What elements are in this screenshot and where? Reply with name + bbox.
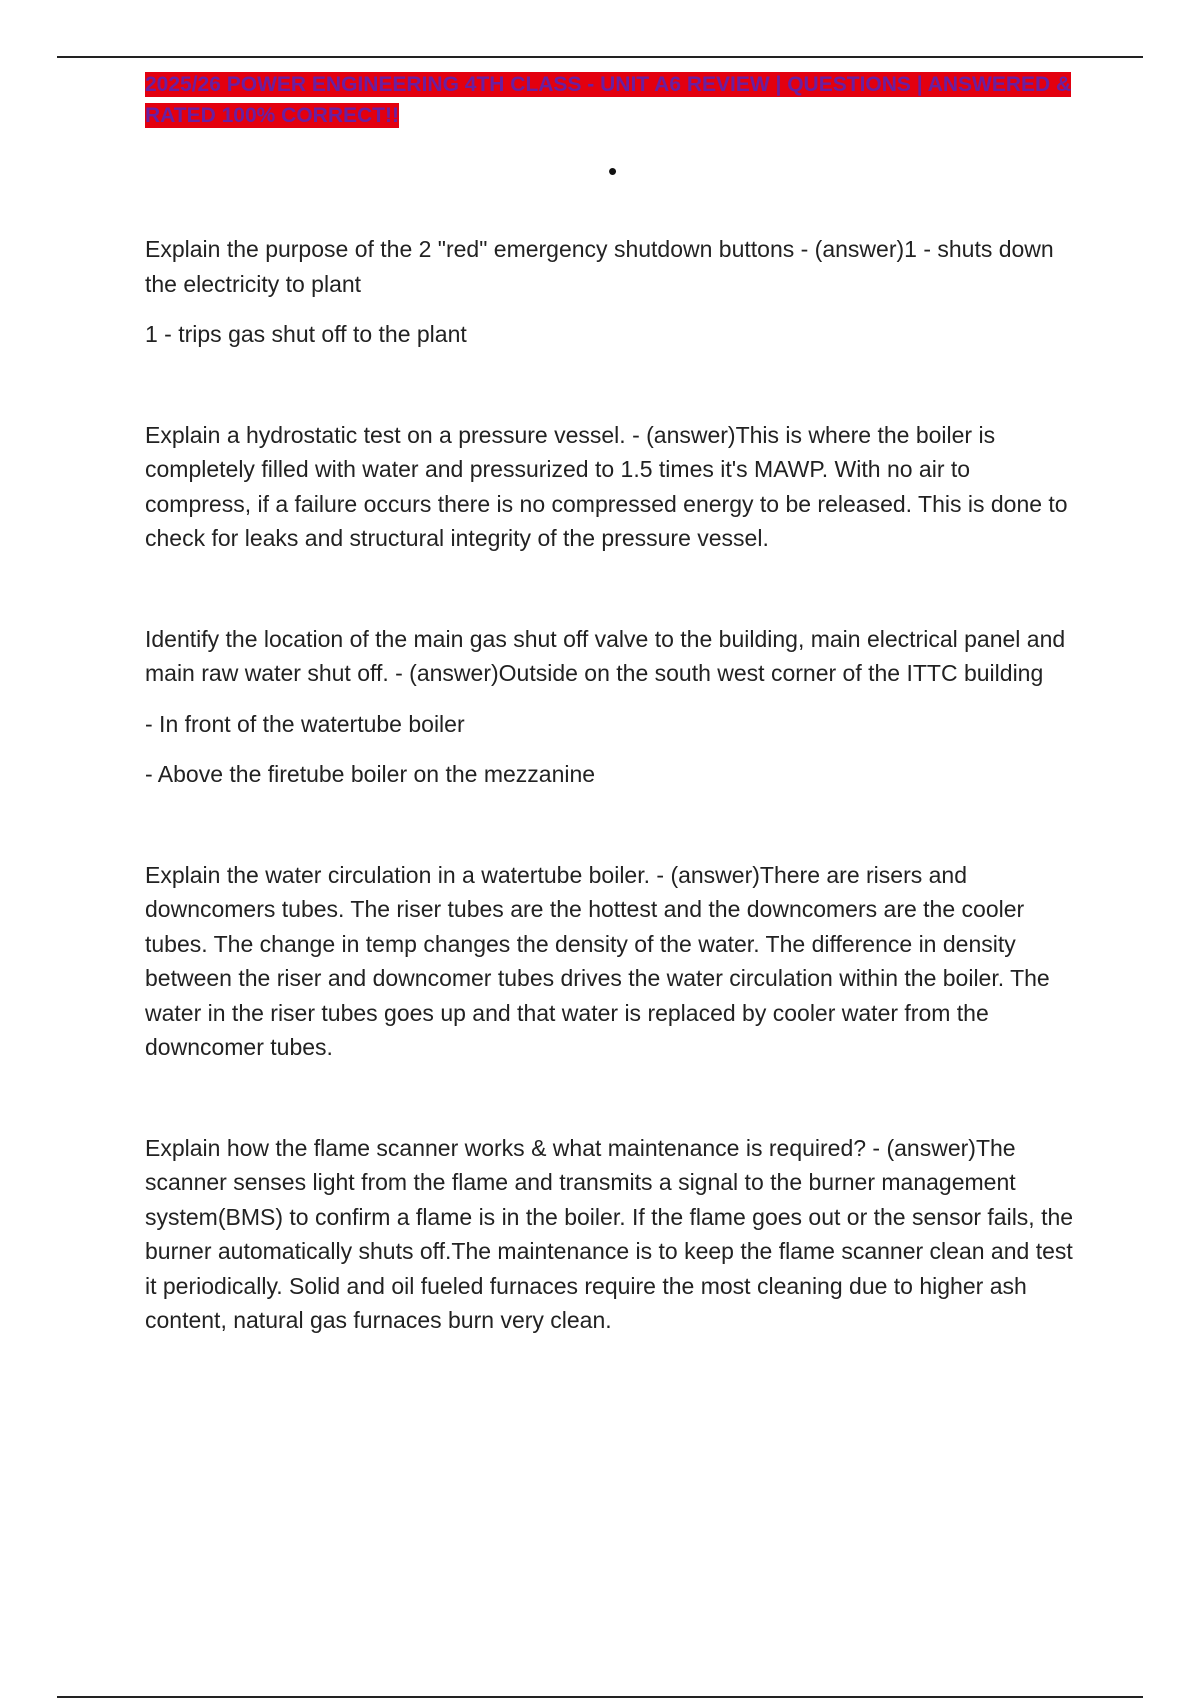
qa-text: Identify the location of the main gas shut off valve to the building, main electrical panel and main raw water shut off. - (answer)Outside on the south west corner of the ITTC building bbox=[145, 625, 1066, 686]
qa-text: Explain the purpose of the 2 "red" emergency shutdown buttons - (answer)1 - shuts down the electricity to plant bbox=[145, 236, 1054, 297]
document-title-block bbox=[145, 70, 1080, 132]
qa-extra-line: - In front of the watertube boiler bbox=[145, 710, 465, 737]
qa-entry bbox=[145, 418, 1080, 556]
qa-entry bbox=[145, 622, 1080, 792]
document-title: 2025/26 POWER ENGINEERING 4TH CLASS - UNIT A6 REVIEW | QUESTIONS | ANSWERED & RATED 100% CORRECT!! bbox=[145, 73, 1072, 127]
qa-extra-line: - Above the firetube boiler on the mezzanine bbox=[145, 761, 596, 787]
bullet-separator: • bbox=[607, 156, 618, 186]
qa-entry bbox=[145, 858, 1080, 1065]
bottom-rule bbox=[57, 1696, 1143, 1698]
qa-text: Explain how the flame scanner works & what maintenance is required? - (answer)The scanner senses light from the flame and transmits a signal to the burner management system(BMS) to confirm a flame is in the boiler. If the flame goes out or the sensor fails, the burner automatically shuts off.The maintenance is to keep the flame scanner clean and test it periodically. Solid and oil fueled furnaces require the most cleaning due to higher ash content, natural gas furnaces burn very clean. bbox=[145, 1134, 1074, 1333]
qa-text: Explain the water circulation in a watertube boiler. - (answer)There are risers and downcomers tubes. The riser tubes are the hottest and the downcomers are the cooler tubes. The change in temp changes the density of the water. The difference in density between the riser and downcomer tubes drives the water circulation within the boiler. The water in the riser tubes goes up and that water is replaced by cooler water from the downcomer tubes. bbox=[145, 861, 1050, 1060]
qa-text: Explain a hydrostatic test on a pressure vessel. - (answer)This is where the boiler is completely filled with water and pressurized to 1.5 times it's MAWP. With no air to compress, if a failure occurs there is no compressed energy to be released. This is done to check for leaks and structural integrity of the pressure vessel. bbox=[145, 421, 1068, 551]
document-body bbox=[145, 70, 1080, 1338]
top-rule bbox=[57, 56, 1143, 58]
qa-entry bbox=[145, 232, 1080, 352]
qa-extra-line: 1 - trips gas shut off to the plant bbox=[145, 321, 467, 347]
qa-entry bbox=[145, 1131, 1080, 1338]
